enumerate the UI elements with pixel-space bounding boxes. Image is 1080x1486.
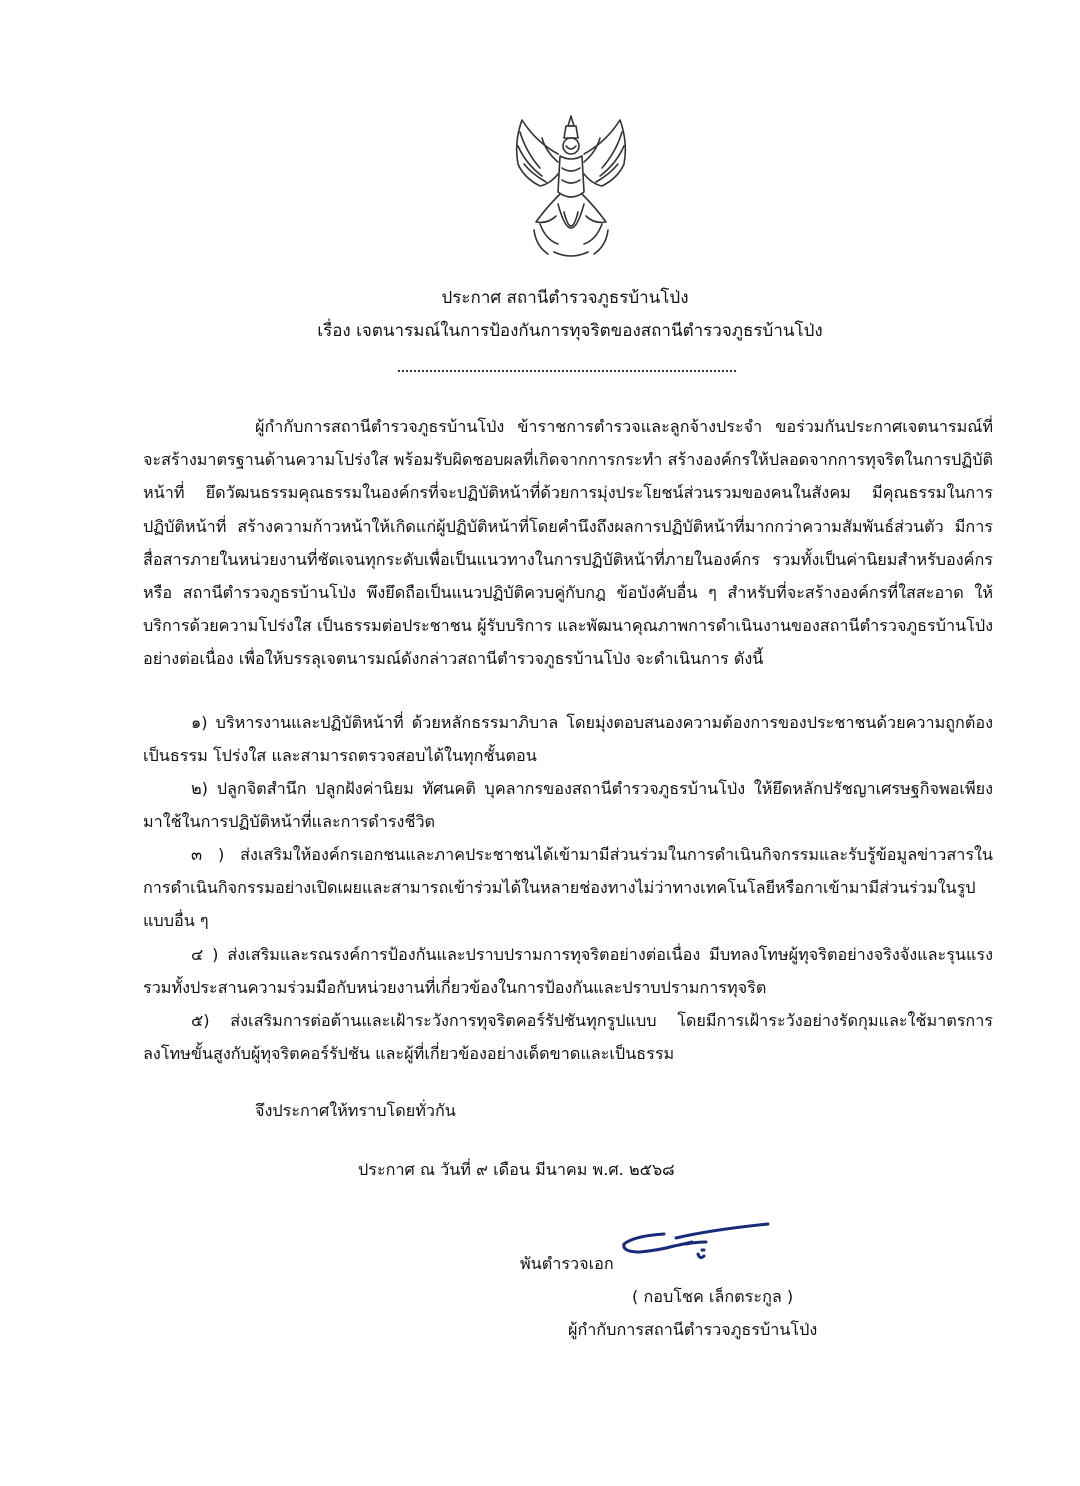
list-item-text: ๒) ปลูกจิตสำนึก ปลูกฝังค่านิยม ทัศนคติ บุคลากรของสถานีตำรวจภูธรบ้านโป่ง ให้ยึดหลักปรัชญาเศรษฐกิจพอเพียงมาใช้ในการปฏิบัติหน้าที่และการดำรงชีวิต (143, 779, 993, 832)
list-item (143, 706, 993, 772)
intro-paragraph (143, 410, 993, 676)
announcement-title: ประกาศ สถานีตำรวจภูธรบ้านโป่ง (441, 288, 689, 308)
announcement-subject: เรื่อง เจตนารมณ์ในการป้องกันการทุจริตของสถานีตำรวจภูธรบ้านโป่ง (317, 321, 823, 341)
list-item-text: ๑) บริหารงานและปฏิบัติหน้าที่ ด้วยหลักธรรมาภิบาล โดยมุ่งตอบสนองความต้องการของประชาชนด้วยความถูกต้อง เป็นธรรม โปร่งใส และสามารถตรวจสอบได้ในทุกชั้นตอน (143, 713, 993, 766)
signer-title: ผู้กำกับการสถานีตำรวจภูธรบ้านโป่ง (568, 1320, 818, 1339)
list-item (143, 838, 993, 938)
list-item (143, 772, 993, 838)
list-item (143, 938, 993, 1004)
list-item-text: ๕) ส่งเสริมการต่อต้านและเฝ้าระวังการทุจริตคอร์รัปชันทุกรูปแบบ โดยมีการเฝ้าระวังอย่างรัดกุมและใช้มาตรการลงโทษขั้นสูงกับผู้ทุจริตคอร์รัปชัน และผู้ที่เกี่ยวข้องอย่างเด็ดขาดและเป็นธรรม (143, 1011, 993, 1064)
closing-statement: จึงประกาศให้ทราบโดยทั่วกัน (255, 1101, 456, 1120)
signer-rank: พันตำรวจเอก (520, 1254, 614, 1273)
dotted-divider (398, 350, 736, 372)
garuda-emblem-icon (496, 112, 646, 262)
intro-text: ผู้กำกับการสถานีตำรวจภูธรบ้านโป่ง ข้าราชการตำรวจและลูกจ้างประจำ ขอร่วมกันประกาศเจตนารมณ์ที่จะสร้างมาตรฐานด้านความโปร่งใส พร้อมรับผิดชอบผลที่เกิดจากการกระทำ สร้างองค์กรให้ปลอดจากการทุจริตในการปฏิบัติหน้าที่ ยึดวัฒนธรรมคุณธรรมในองค์กรที่จะปฏิบัติหน้าที่ด้วยการมุ่งประโยชน์ส่วนรวมของคนในสังคม มีคุณธรรมในการปฏิบัติหน้าที่ สร้างความก้าวหน้าให้เกิดแก่ผู้ปฏิบัติหน้าที่โดยคำนึงถึงผลการปฏิบัติหน้าที่มากกว่าความสัมพันธ์ส่วนตัว มีการสื่อสารภายในหน่วยงานที่ชัดเจนทุกระดับเพื่อเป็นแนวทางในการปฏิบัติหน้าที่ภายในองค์กร รวมทั้งเป็นค่านิยมสำหรับองค์กรหรือ สถานีตำรวจภูธรบ้านโป่ง พึงยึดถือเป็นแนวปฏิบัติควบคู่กับกฎ ข้อบังคับอื่น ๆ สำหรับที่จะสร้างองค์กรที่ใสสะอาด ให้บริการด้วยความโปร่งใส เป็นธรรมต่อประชาชน ผู้รับบริการ และพัฒนาคุณภาพการดำเนินงานของสถานีตำรวจภูธรบ้านโป่งอย่างต่อเนื่อง เพื่อให้บรรลุเจตนารมณ์ดังกล่าวสถานีตำรวจภูธรบ้านโป่ง จะดำเนินการ ดังนี้ (143, 417, 993, 669)
announcement-date: ประกาศ ณ วันที่ ๙ เดือน มีนาคม พ.ศ. ๒๕๖๘ (358, 1160, 675, 1179)
signature-icon (620, 1220, 775, 1270)
list-item-text: ๓ ) ส่งเสริมให้องค์กรเอกชนและภาคประชาชนได้เข้ามามีส่วนร่วมในการดำเนินกิจกรรมและรับรู้ข้อมูลข่าวสารในการดำเนินกิจกรรมอย่างเปิดเผยและสามารถเข้าร่วมได้ในหลายช่องทางไม่ว่าทางเทคโนโลยีหรือกาเข้ามามีส่วนร่วมในรูปแบบอื่น ๆ (143, 845, 993, 931)
signer-name: ( กอบโชค เล็กตระกูล ) (632, 1287, 794, 1306)
list-item (143, 1004, 993, 1070)
list-item-text: ๔ ) ส่งเสริมและรณรงค์การป้องกันและปราบปรามการทุจริตอย่างต่อเนื่อง มีบทลงโทษผู้ทุจริตอย่างจริงจังและรุนแรง รวมทั้งประสานความร่วมมือกับหน่วยงานที่เกี่ยวข้องในการป้องกันและปราบปรามการทุจริต (143, 945, 993, 998)
